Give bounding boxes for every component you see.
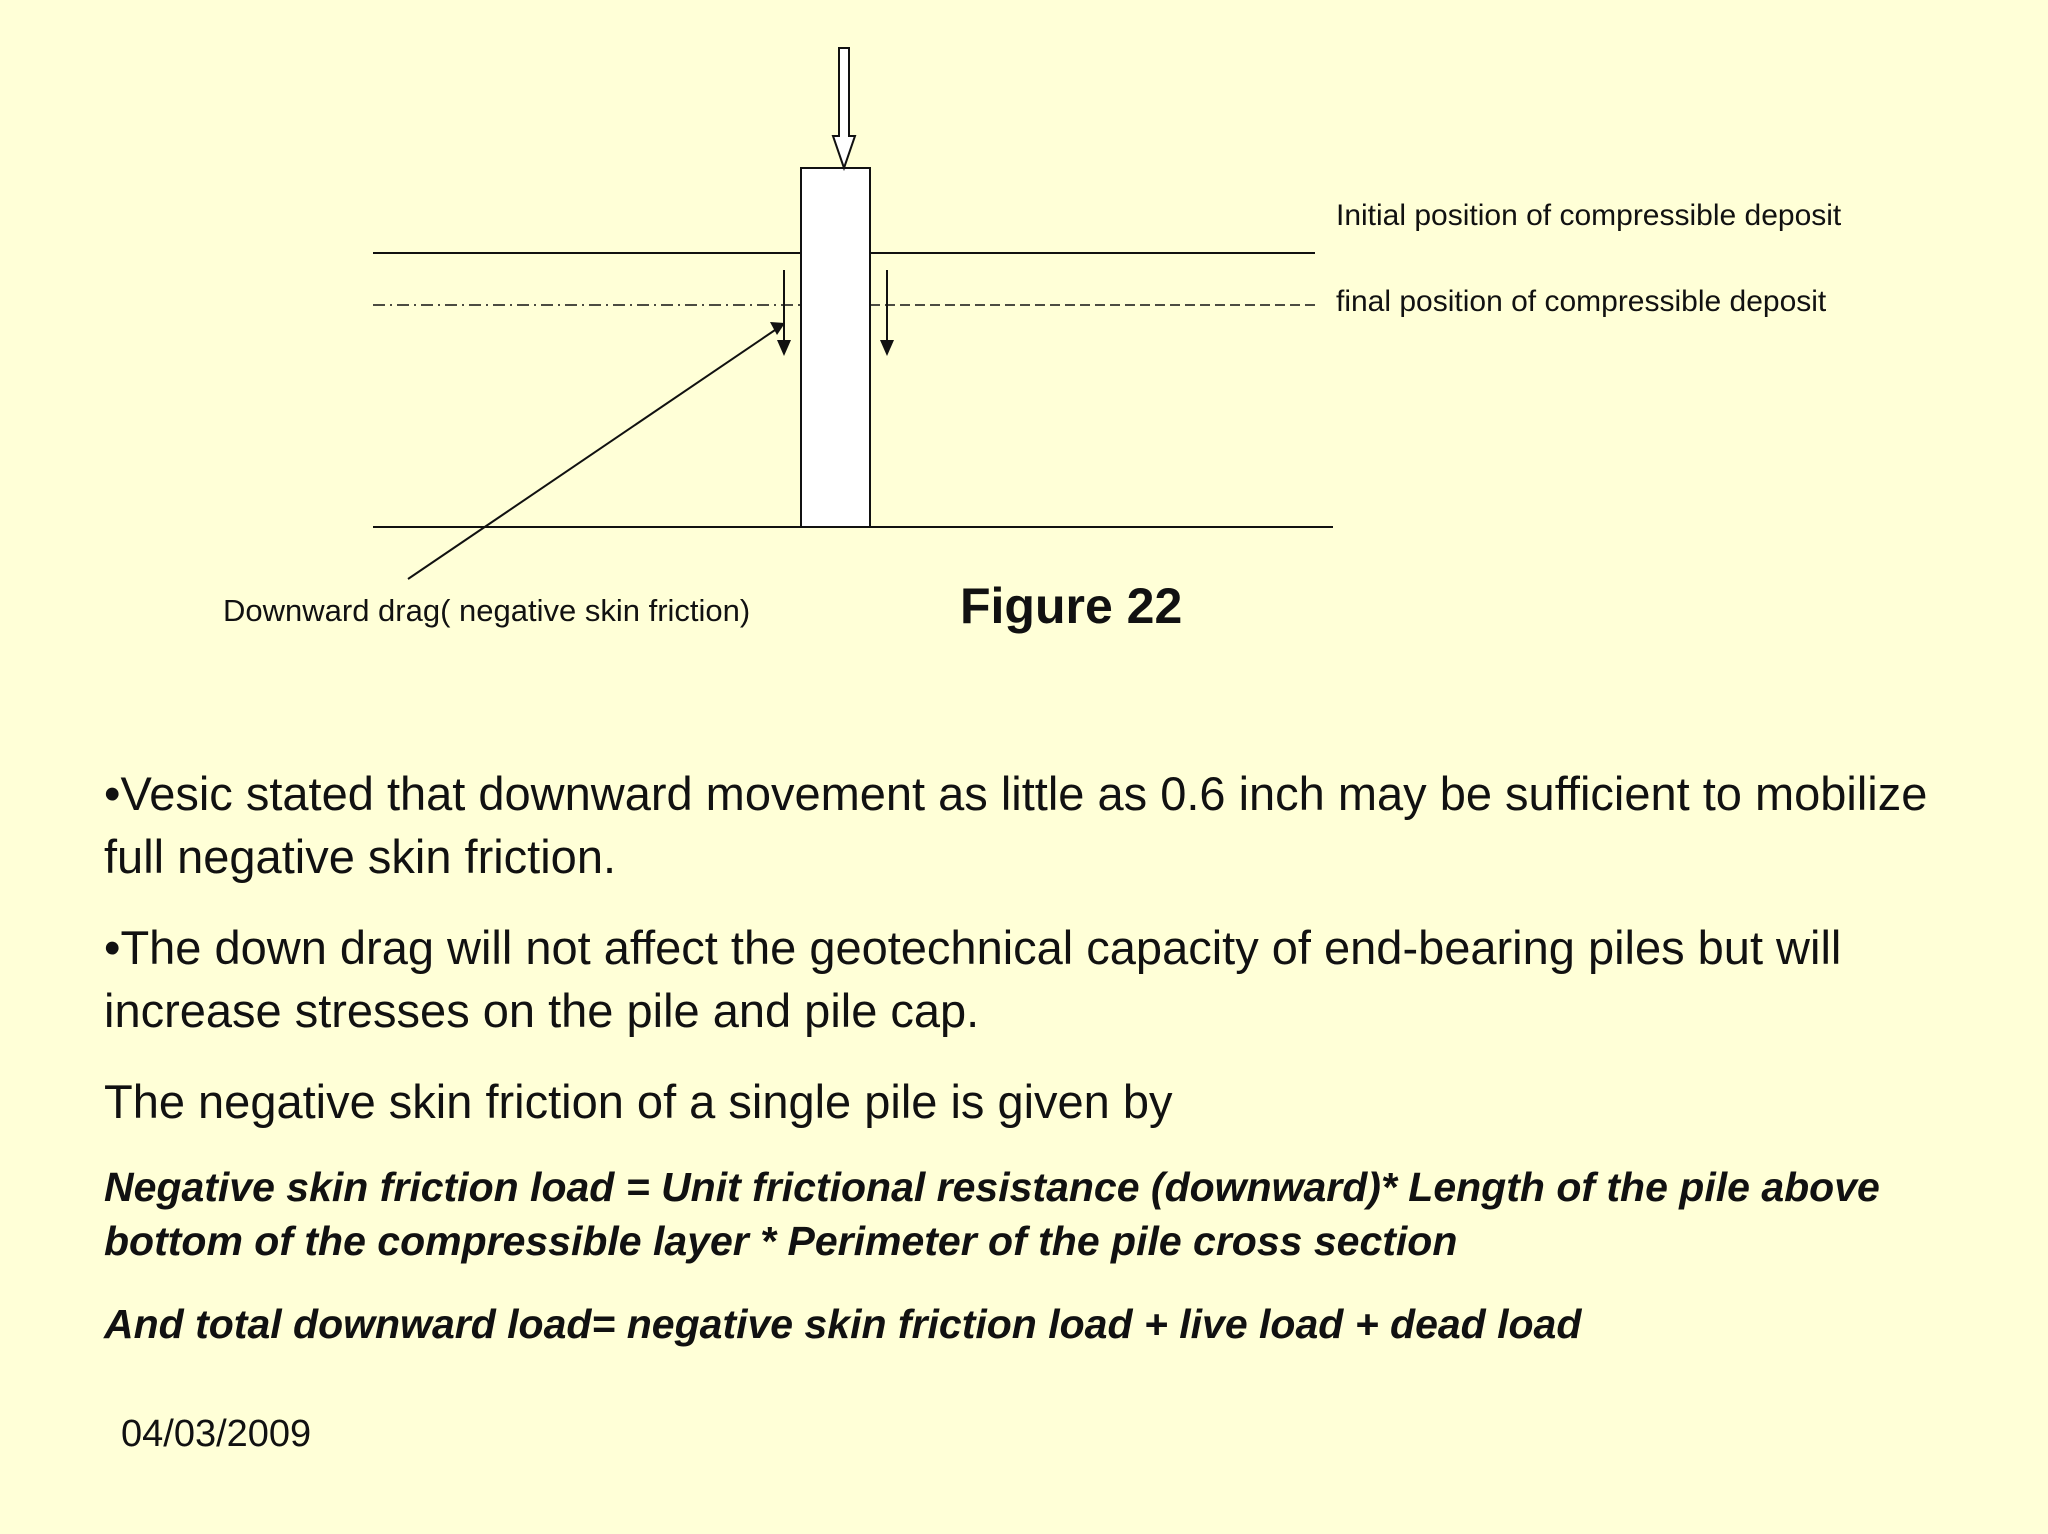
- initial-position-label: Initial position of compressible deposit: [1336, 199, 1842, 232]
- final-position-label: final position of compressible deposit: [1336, 285, 1827, 318]
- drag-leader-arrow-icon: [408, 322, 785, 579]
- intro-text: The negative skin friction of a single pile is given by: [104, 1075, 1173, 1128]
- load-arrow-icon: [833, 48, 855, 168]
- settlement-arrow-left-icon: [777, 270, 791, 356]
- bullet-down-drag: •The down drag will not affect the geotechnical capacity of end-bearing piles but will increase stresses on the pile and pile cap.: [104, 921, 1842, 1037]
- settlement-arrow-right-icon: [880, 270, 894, 356]
- bullet-vesic: •Vesic stated that downward movement as little as 0.6 inch may be sufficient to mobilize full negative skin friction.: [104, 767, 1928, 883]
- formula-total-downward-load: And total downward load= negative skin friction load + live load + dead load: [104, 1301, 1582, 1347]
- pile: [801, 168, 870, 527]
- footer-date: 04/03/2009: [121, 1413, 312, 1455]
- formula-negative-skin-friction: Negative skin friction load = Unit frictional resistance (downward)* Length of the pile above bottom of the compressible layer * Perimeter of the pile cross section: [104, 1164, 1880, 1264]
- figure-caption: Figure 22: [960, 578, 1183, 634]
- downward-drag-label: Downward drag( negative skin friction): [223, 593, 751, 628]
